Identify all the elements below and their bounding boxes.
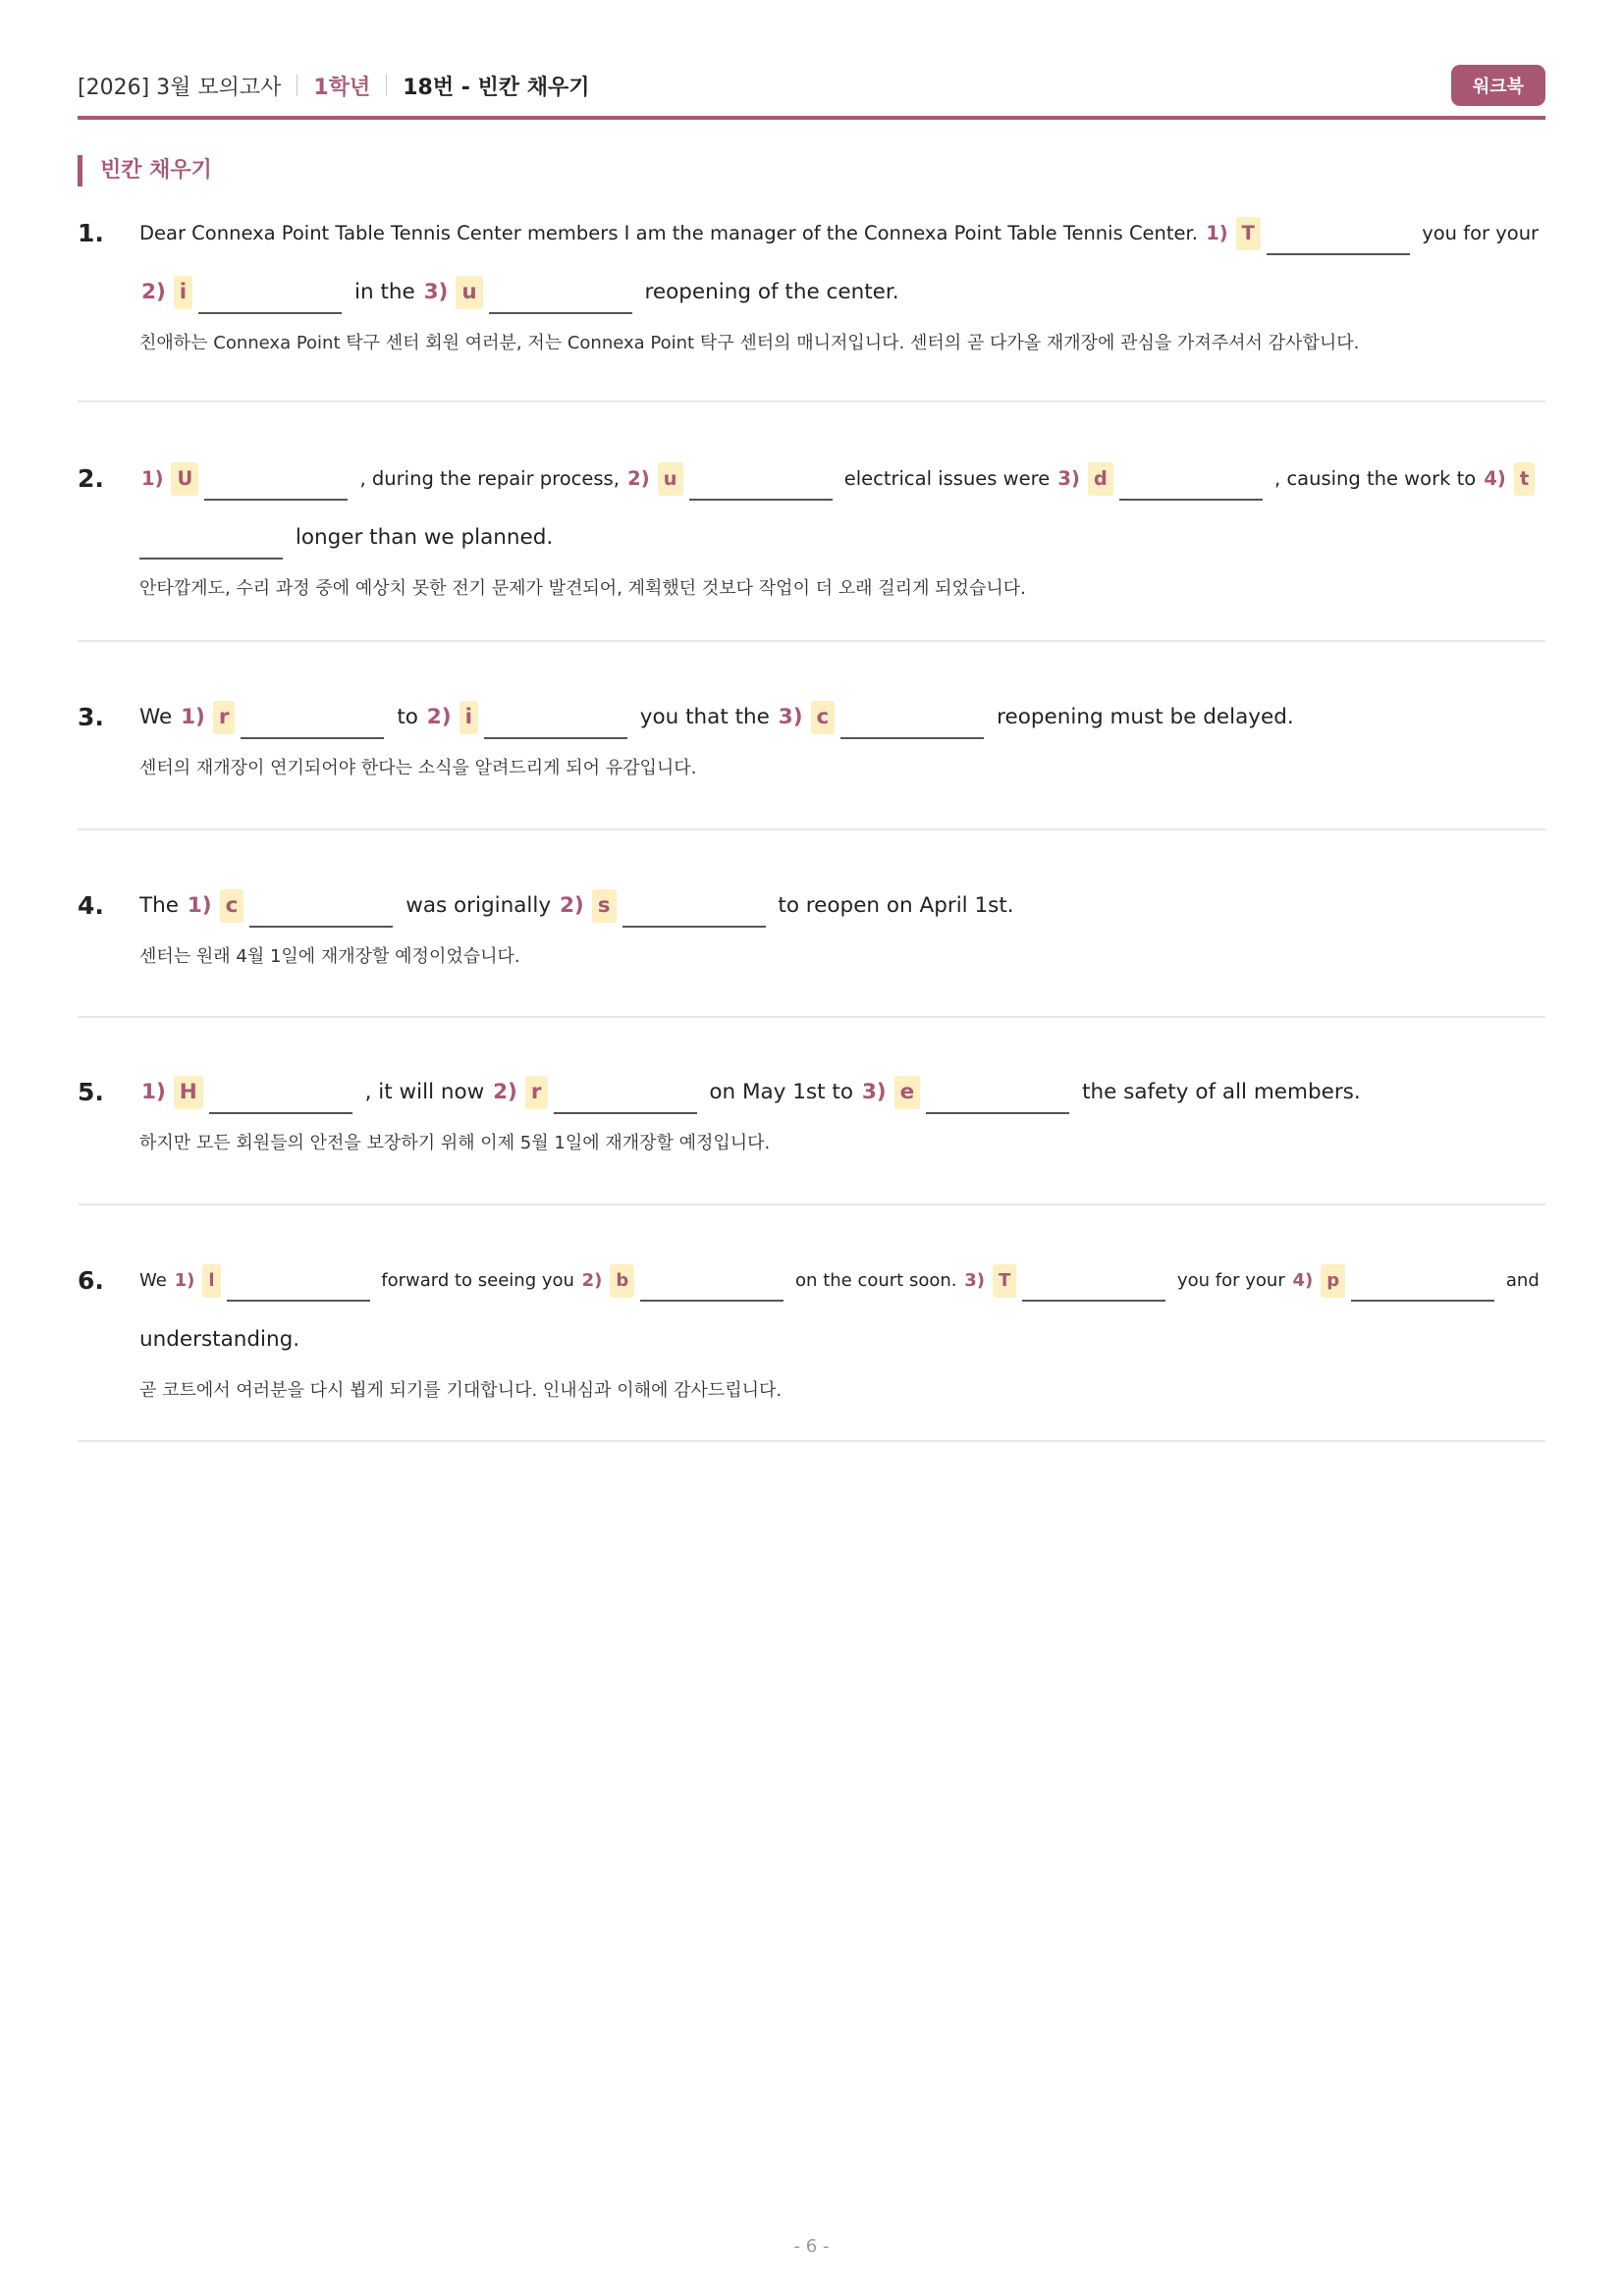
answer-blank[interactable] [489,285,632,314]
item-title: 18번 - 빈칸 채우기 [403,75,590,100]
sentence-line [139,877,1545,935]
answer-blank[interactable] [554,1085,697,1114]
question-body [139,877,1545,979]
sentence-text: on May 1st to [709,1080,853,1104]
sentence-text: and [1505,1270,1540,1291]
question-3 [78,688,1545,830]
blank-number: 3) [1057,467,1080,490]
sentence-text: , causing the work to [1274,467,1477,490]
answer-blank[interactable] [241,710,384,739]
blank-number: 4) [1484,467,1506,490]
blank-hint: H [174,1076,203,1109]
blank-number: 1) [141,1080,166,1104]
sentence-text: The [139,893,179,918]
sentence-text: to [397,705,418,729]
blank-hint: c [220,889,244,923]
question-number: 1. [78,219,104,247]
sentence-text: on the court soon. [795,1270,957,1291]
sentence-line [139,508,1545,567]
question-body [139,688,1545,790]
sentence-line [139,1252,1545,1310]
sentence-text: you for your [1422,222,1540,244]
question-1 [78,204,1545,402]
sentence-line [139,263,1545,322]
answer-blank[interactable] [926,1085,1069,1114]
exam-title: [2026] 3월 모의고사 [78,75,282,100]
blank-hint: d [1088,462,1113,496]
question-body [139,1252,1545,1413]
sentence-text: you that the [639,705,770,729]
sentence-text: the safety of all members. [1082,1080,1361,1104]
sentence-text: understanding. [139,1327,300,1352]
korean-translation: 안타깝게도, 수리 과정 중에 예상치 못한 전기 문제가 발견되어, 계획했던 것보다 작업이 더 오래 걸리게 되었습니다. [139,578,1026,599]
blank-hint: b [610,1264,634,1298]
sentence-line [139,1310,1545,1369]
question-body [139,204,1545,365]
sentence-text: forward to seeing you [381,1270,574,1291]
blank-number: 1) [187,893,212,918]
sentence-line [139,450,1545,508]
korean-translation: 하지만 모든 회원들의 안전을 보장하기 위해 이제 5월 1일에 재개장할 예정입니다. [139,1133,771,1153]
blank-hint: s [592,889,617,923]
blank-hint: i [174,276,192,309]
sentence-text: We [139,1270,167,1291]
blank-number: 4) [1292,1270,1314,1291]
answer-blank[interactable] [484,710,627,739]
answer-blank[interactable] [249,898,393,928]
answer-blank[interactable] [204,471,348,501]
blank-hint: u [658,462,683,496]
header-divider [297,75,298,96]
question-body [139,450,1545,611]
blank-hint: i [460,701,478,734]
blank-number: 1) [1206,222,1228,244]
korean-translation: 센터의 재개장이 연기되어야 한다는 소식을 알려드리게 되어 유감입니다. [139,758,697,778]
sentence-line [139,204,1545,263]
korean-translation: 친애하는 Connexa Point 탁구 센터 회원 여러분, 저는 Connexa Point 탁구 센터의 매니저입니다. 센터의 곧 다가올 재개장에 관심을 가져주셔서 감사합니다. [139,333,1360,353]
question-body [139,1063,1545,1165]
blank-number: 3) [778,705,803,729]
answer-blank[interactable] [1119,471,1263,501]
sentence-text: longer than we planned. [295,525,554,550]
section-title: 빈칸 채우기 [78,155,212,187]
answer-blank[interactable] [139,530,283,560]
blank-hint: r [525,1076,548,1109]
blank-hint: l [202,1264,220,1298]
blank-number: 1) [174,1270,195,1291]
blank-number: 1) [141,467,164,490]
korean-translation: 센터는 원래 4월 1일에 재개장할 예정이었습니다. [139,946,520,967]
blank-hint: e [894,1076,921,1109]
question-2 [78,450,1545,642]
question-number: 2. [78,464,104,493]
sentence-text: was originally [406,893,552,918]
blank-hint: T [993,1264,1016,1298]
question-number: 5. [78,1078,104,1106]
workbook-badge: 워크북 [1451,65,1545,106]
blank-hint: p [1321,1264,1345,1298]
blank-number: 3) [964,1270,985,1291]
sentence-line [139,688,1545,747]
blank-number: 1) [181,705,205,729]
header-divider [386,75,387,96]
sentence-text: in the [354,280,415,304]
header-rule [78,116,1545,120]
sentence-line [139,1063,1545,1122]
answer-blank[interactable] [209,1085,352,1114]
blank-hint: u [456,276,482,309]
blank-number: 2) [559,893,584,918]
blank-number: 2) [581,1270,603,1291]
blank-number: 2) [426,705,452,729]
blank-hint: r [213,701,236,734]
question-5 [78,1063,1545,1205]
blank-hint: t [1514,462,1535,496]
sentence-text: to reopen on April 1st. [778,893,1014,918]
answer-blank[interactable] [689,471,833,501]
answer-blank[interactable] [227,1272,370,1302]
sentence-text: electrical issues were [843,467,1051,490]
blank-number: 2) [141,280,166,304]
korean-translation: 곧 코트에서 여러분을 다시 뵙게 되기를 기대합니다. 인내심과 이해에 감사드립니다. [139,1380,783,1401]
page-header [78,61,1545,110]
answer-blank[interactable] [640,1272,784,1302]
sentence-text: you for your [1177,1270,1285,1291]
answer-blank[interactable] [1022,1272,1165,1302]
question-number: 4. [78,891,104,920]
question-4 [78,877,1545,1018]
blank-hint: T [1236,217,1261,250]
question-number: 6. [78,1266,104,1295]
page-number: - 6 - [793,2236,830,2257]
sentence-text: , it will now [364,1080,485,1104]
blank-number: 3) [861,1080,887,1104]
sentence-text: , during the repair process, [359,467,620,490]
sentence-text: reopening of the center. [644,280,899,304]
answer-blank[interactable] [1351,1272,1494,1302]
blank-number: 2) [627,467,650,490]
answer-blank[interactable] [840,710,984,739]
answer-blank[interactable] [198,285,342,314]
sentence-text: Dear Connexa Point Table Tennis Center members I am the manager of the Connexa Point Table Tennis Center. [139,222,1198,244]
blank-number: 2) [493,1080,517,1104]
blank-hint: U [171,462,198,496]
blank-hint: c [811,701,836,734]
answer-blank[interactable] [1267,226,1410,255]
blank-number: 3) [423,280,449,304]
answer-blank[interactable] [622,898,766,928]
sentence-text: reopening must be delayed. [997,705,1294,729]
grade-label: 1학년 [313,75,371,100]
question-number: 3. [78,703,104,731]
question-6 [78,1252,1545,1442]
sentence-text: We [139,705,173,729]
